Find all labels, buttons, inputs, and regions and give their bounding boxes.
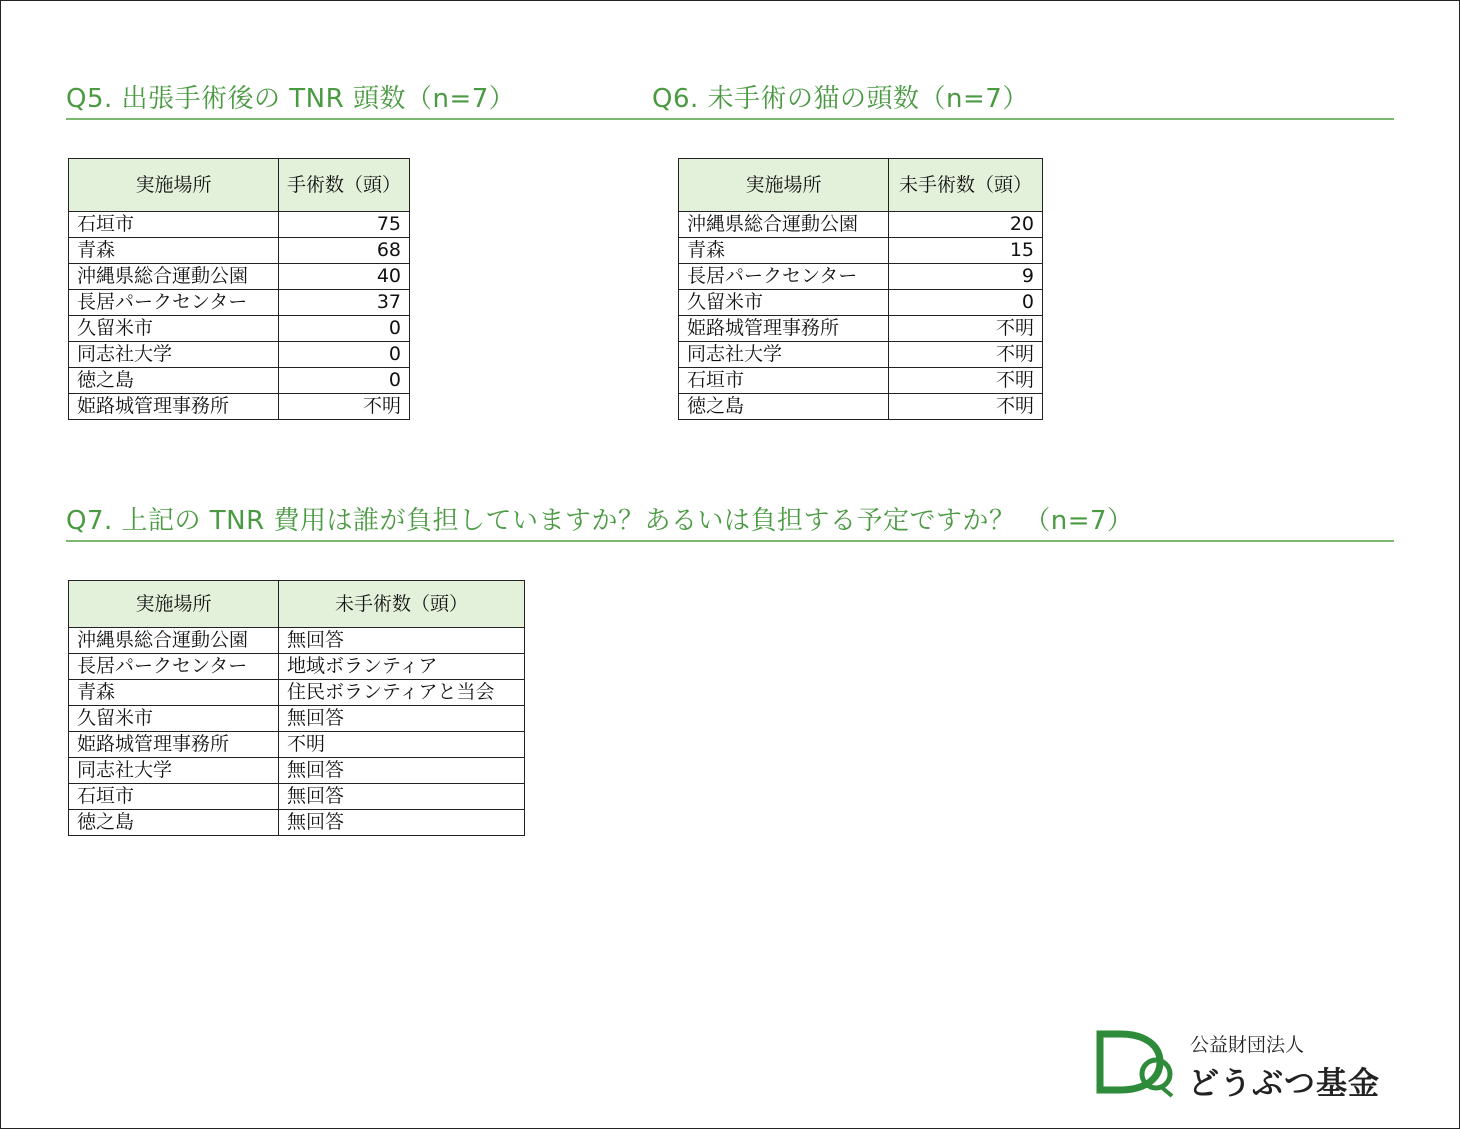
cell-place: 徳之島 [69,810,279,836]
cell-place: 青森 [679,238,889,264]
table-row [69,758,525,784]
column-header-value: 手術数（頭） [279,159,410,212]
cell-value: 無回答 [279,758,525,784]
cell-value: 無回答 [279,784,525,810]
cell-value: 40 [279,264,410,290]
table-row [69,264,410,290]
table-row [69,212,410,238]
dq-logo-mark-icon [1094,1030,1184,1100]
cell-place: 青森 [69,680,279,706]
table-row [679,342,1043,368]
cell-place: 同志社大学 [679,342,889,368]
cell-place: 姫路城管理事務所 [679,316,889,342]
cell-place: 沖縄県総合運動公園 [69,628,279,654]
table-row [69,238,410,264]
cell-place: 長居パークセンター [69,290,279,316]
q5-table [68,158,410,420]
cell-value: 住民ボランティアと当会 [279,680,525,706]
cell-place: 姫路城管理事務所 [69,394,279,420]
cell-place: 久留米市 [69,706,279,732]
table-row [69,628,525,654]
table-row [69,394,410,420]
q6-title: Q6. 未手術の猫の頭数（n=7） [652,84,1029,114]
table-row [679,290,1043,316]
cell-place: 徳之島 [69,368,279,394]
cell-value: 75 [279,212,410,238]
cell-place: 同志社大学 [69,758,279,784]
cell-place: 徳之島 [679,394,889,420]
cell-value: 0 [279,342,410,368]
cell-place: 石垣市 [69,212,279,238]
cell-place: 同志社大学 [69,342,279,368]
cell-value: 不明 [889,342,1043,368]
column-header-place: 実施場所 [69,581,279,628]
logo-org-name: どうぶつ基金 [1188,1066,1380,1102]
cell-place: 長居パークセンター [69,654,279,680]
cell-place: 長居パークセンター [679,264,889,290]
cell-place: 青森 [69,238,279,264]
cell-value: 無回答 [279,628,525,654]
cell-value: 20 [889,212,1043,238]
cell-value: 15 [889,238,1043,264]
q7-title: Q7. 上記の TNR 費用は誰が負担していますか？あるいは負担する予定ですか？ （n=7） [66,506,1134,536]
table-row [69,680,525,706]
section-rule-top [66,118,1394,120]
table-row [679,394,1043,420]
table-row [69,368,410,394]
table-row [679,238,1043,264]
cell-value: 9 [889,264,1043,290]
cell-place: 沖縄県総合運動公園 [679,212,889,238]
section-rule-bottom [66,540,1394,542]
table-header-row [679,159,1043,212]
table-row [679,264,1043,290]
cell-value: 37 [279,290,410,316]
q6-table [678,158,1043,420]
logo-org-type: 公益財団法人 [1190,1034,1305,1056]
table-row [679,316,1043,342]
table-header-row [69,159,410,212]
table-row [679,212,1043,238]
table-row [69,342,410,368]
q7-table [68,580,525,836]
table-row [69,290,410,316]
column-header-place: 実施場所 [69,159,279,212]
cell-value: 0 [279,316,410,342]
table-header-row [69,581,525,628]
table-row [69,654,525,680]
table-row [69,810,525,836]
cell-value: 0 [889,290,1043,316]
cell-value: 不明 [889,394,1043,420]
column-header-value: 未手術数（頭） [889,159,1043,212]
column-header-place: 実施場所 [679,159,889,212]
cell-place: 久留米市 [679,290,889,316]
cell-place: 沖縄県総合運動公園 [69,264,279,290]
table-row [679,368,1043,394]
cell-value: 地域ボランティア [279,654,525,680]
table-row [69,732,525,758]
cell-value: 0 [279,368,410,394]
table-row [69,316,410,342]
cell-value: 不明 [279,394,410,420]
cell-place: 久留米市 [69,316,279,342]
cell-place: 姫路城管理事務所 [69,732,279,758]
cell-value: 68 [279,238,410,264]
column-header-value: 未手術数（頭） [279,581,525,628]
q5-title: Q5. 出張手術後の TNR 頭数（n=7） [66,84,516,114]
cell-value: 無回答 [279,810,525,836]
cell-value: 不明 [889,316,1043,342]
cell-value: 無回答 [279,706,525,732]
cell-value: 不明 [889,368,1043,394]
table-row [69,784,525,810]
cell-value: 不明 [279,732,525,758]
cell-place: 石垣市 [69,784,279,810]
table-row [69,706,525,732]
foundation-logo [1094,1030,1394,1100]
cell-place: 石垣市 [679,368,889,394]
